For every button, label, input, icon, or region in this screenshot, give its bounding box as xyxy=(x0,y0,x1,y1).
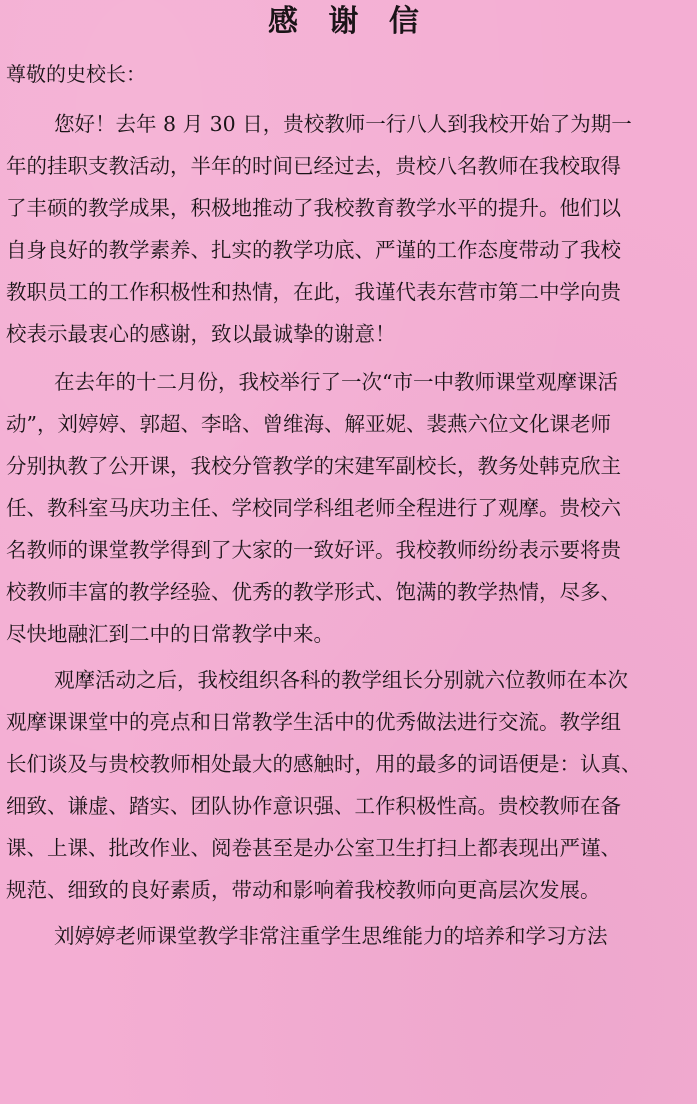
paragraph-3-line-2: 观摩课课堂中的亮点和日常教学生活中的优秀做法进行交流。教学组 xyxy=(6,710,621,734)
paragraph-2-line-1: 在去年的十二月份，我校举行了一次“市一中教师课堂观摩课活 xyxy=(54,370,618,394)
paragraph-2-line-7: 尽快地融汇到二中的日常教学中来。 xyxy=(6,622,334,646)
paragraph-2-line-6: 校教师丰富的教学经验、优秀的教学形式、饱满的教学热情，尽多、 xyxy=(6,580,621,604)
paragraph-1-line-2: 年的挂职支教活动，半年的时间已经过去，贵校八名教师在我校取得 xyxy=(6,154,621,178)
letter-title: 感 谢 信 xyxy=(268,4,429,39)
paragraph-2-line-4: 任、教科室马庆功主任、学校同学科组老师全程进行了观摩。贵校六 xyxy=(6,496,621,520)
paragraph-3-line-4: 细致、谦虚、踏实、团队协作意识强、工作积极性高。贵校教师在备 xyxy=(6,794,621,818)
paragraph-2-line-5: 名教师的课堂教学得到了大家的一致好评。我校教师纷纷表示要将贵 xyxy=(6,538,621,562)
paragraph-4-line-1: 刘婷婷老师课堂教学非常注重学生思维能力的培养和学习方法 xyxy=(54,924,608,948)
paragraph-3-line-3: 长们谈及与贵校教师相处最大的感触时，用的最多的词语便是：认真、 xyxy=(6,752,642,776)
salutation: 尊敬的史校长： xyxy=(6,62,146,86)
paragraph-3-line-6: 规范、细致的良好素质，带动和影响着我校教师向更高层次发展。 xyxy=(6,878,601,902)
paragraph-1-line-4: 自身良好的教学素养、扎实的教学功底、严谨的工作态度带动了我校 xyxy=(6,238,621,262)
paragraph-3-line-5: 课、上课、批改作业、阅卷甚至是办公室卫生打扫上都表现出严谨、 xyxy=(6,836,621,860)
paragraph-1-line-3: 了丰硕的教学成果，积极地推动了我校教育教学水平的提升。他们以 xyxy=(6,196,621,220)
paragraph-2-line-2: 动”，刘婷婷、郭超、李晗、曾维海、解亚妮、裴燕六位文化课老师 xyxy=(6,412,611,436)
paragraph-1-line-5: 教职员工的工作积极性和热情，在此，我谨代表东营市第二中学向贵 xyxy=(6,280,621,304)
paragraph-2-line-3: 分别执教了公开课，我校分管教学的宋建军副校长，教务处韩克欣主 xyxy=(6,454,621,478)
paragraph-3-line-1: 观摩活动之后，我校组织各科的教学组长分别就六位教师在本次 xyxy=(54,668,628,692)
paragraph-1-line-1: 您好！去年 8 月 30 日，贵校教师一行八人到我校开始了为期一 xyxy=(54,112,632,136)
paragraph-1-line-6: 校表示最衷心的感谢，致以最诚挚的谢意！ xyxy=(6,322,396,346)
